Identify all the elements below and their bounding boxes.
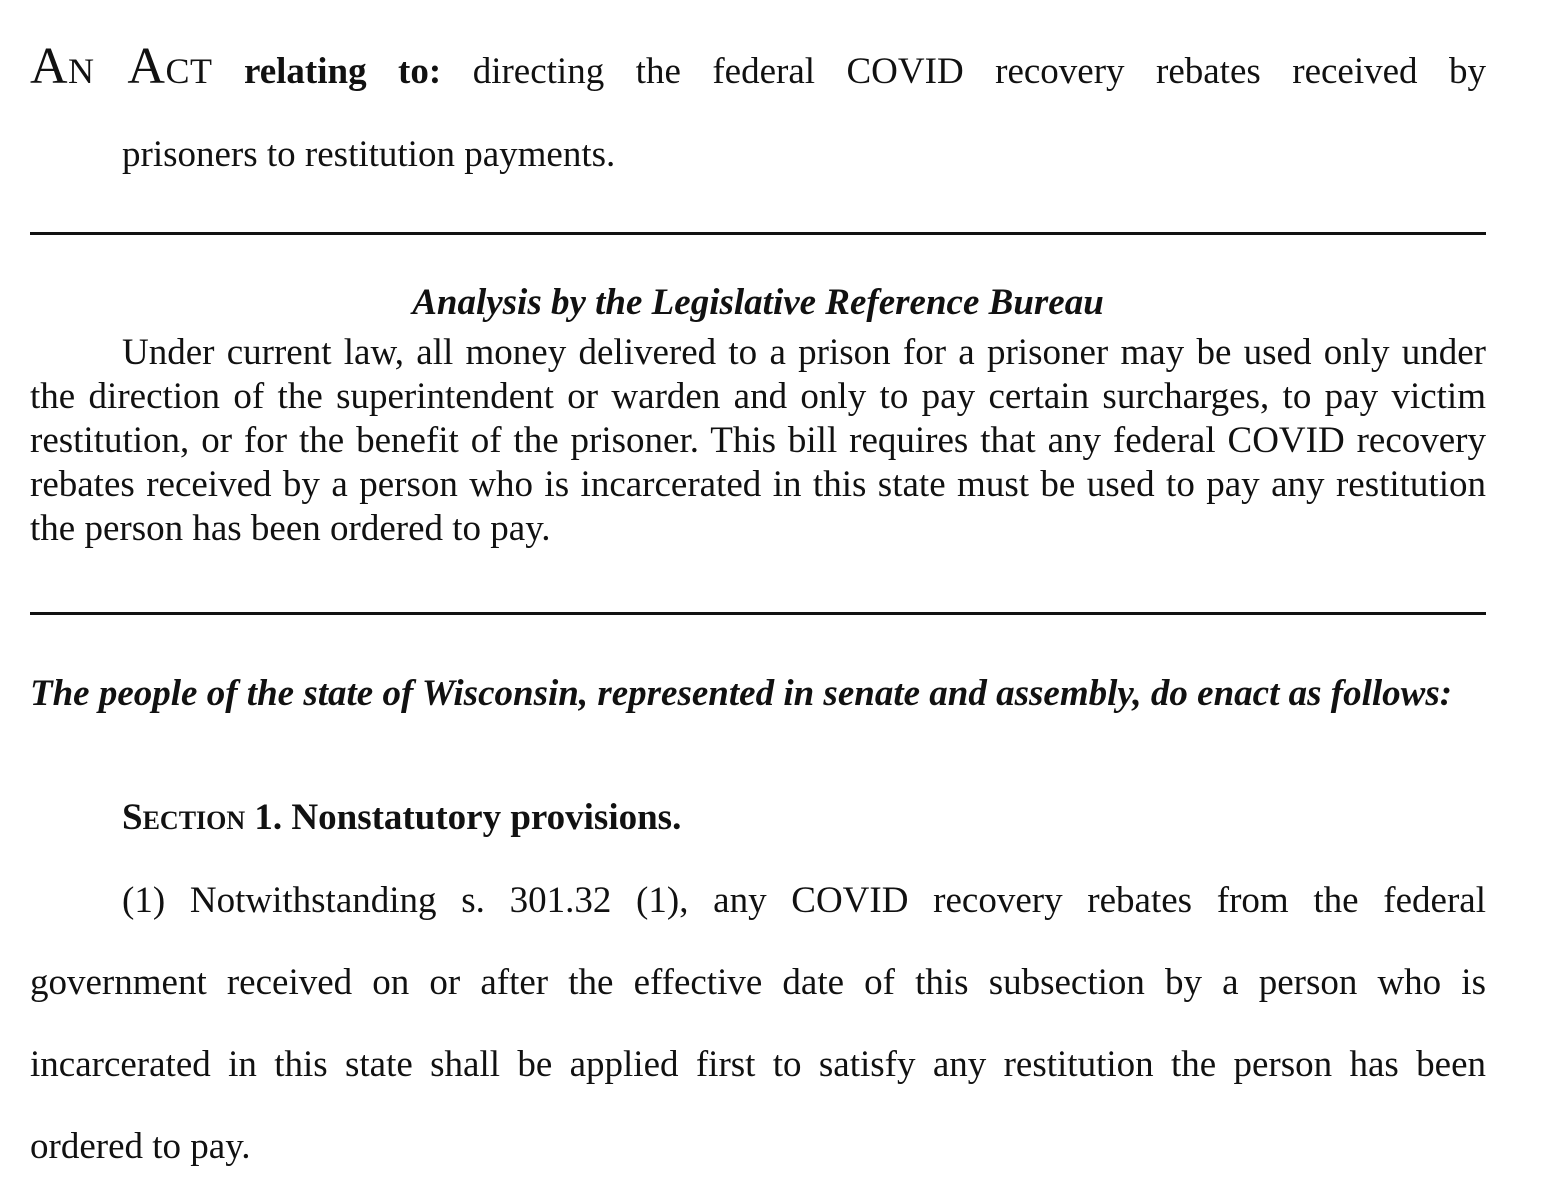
relating-text-line2: prisoners to restitution payments. — [122, 134, 616, 175]
act-label: An Act — [30, 38, 213, 95]
relating-text-line1: directing the federal COVID recovery rebates received by — [472, 51, 1487, 92]
divider-bottom — [30, 612, 1486, 615]
enacting-clause: The people of the state of Wisconsin, represented in senate and assembly, do enact as follows: — [30, 673, 1453, 714]
section-heading — [122, 795, 681, 841]
analysis-heading: Analysis by the Legislative Reference Bureau — [412, 282, 1104, 323]
section-body: (1) Notwithstanding s. 301.32 (1), any COVID recovery rebates from the federal government received on or after the effective date of this subsection by a person who is incarcerated in this state shall be applied first to satisfy any restitution the person has been ordered to pay. — [30, 880, 1486, 1167]
divider-top — [30, 232, 1486, 235]
relating-label: relating to: — [243, 51, 442, 92]
section-label: Section — [122, 797, 246, 838]
section-number-title: 1. Nonstatutory provisions. — [254, 797, 682, 838]
bill-document — [30, 0, 1486, 1200]
analysis-body: Under current law, all money delivered to a prison for a prisoner may be used only under the direction of the superintendent or warden and only to pay certain surcharges, to pay victim restitution, or for the benefit of the prisoner. This bill requires that any federal COVID recovery rebates received by a person who is incarcerated in this state must be used to pay any restitution the person has been ordered to pay. — [30, 332, 1486, 549]
act-title-line — [30, 36, 1486, 103]
